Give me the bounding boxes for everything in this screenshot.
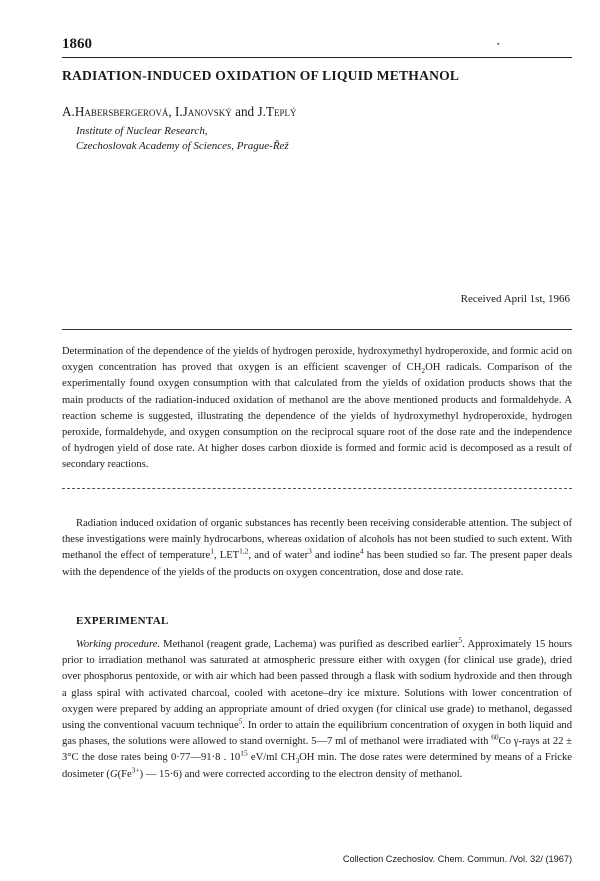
working-text-8: ) — 15·6) and were corrected according to the electron density of methanol. <box>139 768 463 780</box>
intro-paragraph <box>62 516 572 581</box>
abstract-text-2: OH radicals. Comparison of the experimentally found oxygen consumption with that calculated from the yields of oxidation products shows that the main products of the radiation-induced oxidation of methanol are the above mentioned products and formaldehyde. A reaction scheme is suggested, illustrating the dependence of the yields of hydroxymethyl hydroperoxide, hydrogen peroxide, formaldehyde, and oxygen consumption on the reciprocal square root of the dose rate and the independence of hydrogen yield of dose rate. At higher doses carbon dioxide is formed and formic acid is decomposed as a result of secondary reactions. <box>62 362 572 471</box>
working-text-6: OH min. The dose rates were determined by means of a Fricke dosimeter ( <box>62 752 572 780</box>
received-date: Received April 1st, 1966 <box>460 293 570 305</box>
article-title: RADIATION-INDUCED OXIDATION OF LIQUID METHANOL <box>62 68 460 83</box>
working-text-3: . In order to attain the equilibrium concentration of oxygen in both liquid and gas phases, the solutions were allowed to stand overnight. 5—7 ml of methanol were irradiated with <box>62 720 572 748</box>
intro-text-4: and iodine <box>311 550 360 562</box>
author-separator-1: , <box>168 104 175 119</box>
subscript-3: 3 <box>295 756 300 766</box>
abstract-text-1: Determination of the dependence of the yields of hydrogen peroxide, hydroxymethyl hydroperoxide, and formic acid on oxygen concentration has proved that oxygen is an efficient scavenger of CH <box>62 346 572 374</box>
author-separator-2: and <box>231 104 258 119</box>
ion-charge: 3+ <box>131 765 140 775</box>
section-heading-experimental: EXPERIMENTAL <box>76 615 169 627</box>
abstract <box>62 344 572 474</box>
author-3-name: Teplý <box>265 104 297 119</box>
author-3-initial: J. <box>257 104 266 119</box>
ref-3: 3 <box>308 546 312 556</box>
working-text-1: Methanol (reagent grade, Lachema) was purified as described earlier <box>160 639 459 650</box>
g-symbol: G <box>109 768 118 780</box>
ref-5a: 5 <box>458 635 463 645</box>
journal-footer: Collection Czechoslov. Chem. Commun. /Vol. 32/ (1967) <box>342 854 572 864</box>
author-1-initial: A. <box>62 104 75 119</box>
abstract-top-rule <box>62 329 572 330</box>
intro-text-1: Radiation induced oxidation of organic substances has recently been receiving considerable attention. The subject of these investigations were mainly hydrocarbons, whereas oxidation of alcohols has not been studied to such extent. With methanol the effect of temperature <box>62 518 572 562</box>
abstract-subscript: 2 <box>421 366 426 376</box>
ref-1: 1 <box>210 546 214 556</box>
intro-text-2: , LET <box>213 550 240 562</box>
working-text-2: . Approximately 15 hours prior to irradiation methanol was saturated at atmospheric pressure either with oxygen (for clinical use grade), dried over phosphorus pentoxide, or with air which had been passed through a flask with sodium hydroxide and then through a glass spiral with activated charcoal, cooled with acetone–dry ice mixture. Solutions with lower concentration of oxygen were prepared by adding an appropriate amount of dried oxygen (for clinical use grade) to methanol, degassed using the conventional vacuum technique <box>62 639 572 732</box>
author-2-initial: I. <box>174 104 183 119</box>
ref-4: 4 <box>359 546 364 556</box>
paragraph-lead: Working procedure. <box>76 639 161 650</box>
author-list <box>62 104 296 120</box>
ref-2: 1,2 <box>239 546 249 556</box>
author-1-name: Habersbergerová <box>74 104 169 119</box>
ref-5b: 5 <box>238 716 243 726</box>
abstract-bottom-rule <box>62 488 572 489</box>
affiliation-line-1: Institute of Nuclear Research, <box>76 125 208 137</box>
working-text-5: eV/ml CH <box>247 752 296 764</box>
isotope-mass: 60 <box>491 732 499 742</box>
author-2-name: Janovský <box>182 104 232 119</box>
affiliation-line-2: Czechoslovak Academy of Sciences, Prague-Řež <box>76 140 289 152</box>
page-number: 1860 <box>62 36 92 52</box>
working-procedure-paragraph <box>62 637 572 783</box>
intro-text-5: has been studied so far. The present paper deals with the dependence of the yields of the products on oxygen concentration, dose and dose rate. <box>62 550 572 578</box>
header-rule <box>62 57 572 58</box>
exponent: 15 <box>240 748 248 758</box>
working-text-7: (Fe <box>117 768 132 780</box>
intro-text-3: , and of water <box>248 550 309 562</box>
working-text-4: Co γ-rays at 22 ± 3°C the dose rates being 0·77—91·8 . 10 <box>62 736 572 764</box>
scan-mark: ▪ <box>497 40 500 48</box>
